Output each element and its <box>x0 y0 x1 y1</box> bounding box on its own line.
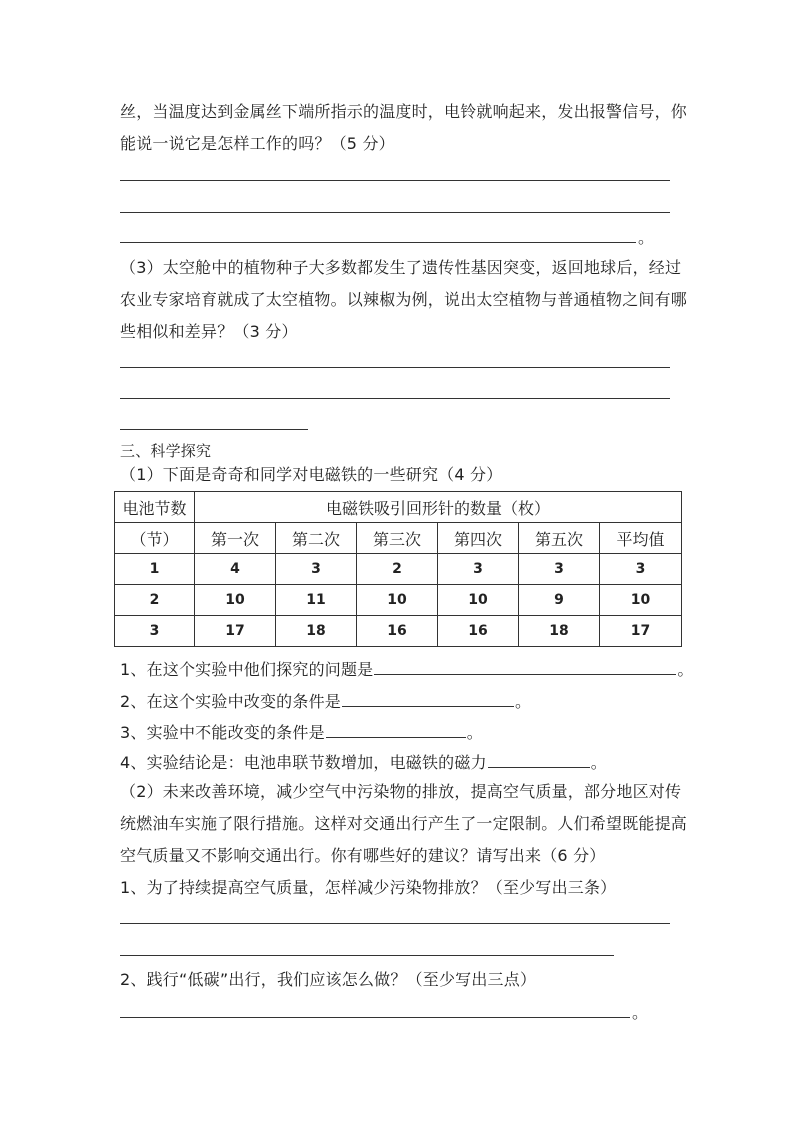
electromagnet-table <box>114 491 682 647</box>
table-header-cell: 第二次 <box>276 523 357 554</box>
question-text: 能说一说它是怎样工作的吗？（5 分） <box>120 134 395 153</box>
table-header-cell: （节） <box>115 523 195 554</box>
table-cell: 3 <box>115 616 195 647</box>
fill-in-label: 2、在这个实验中改变的条件是 <box>120 692 341 711</box>
table-cell: 1 <box>115 554 195 585</box>
fill-in-question <box>120 721 483 743</box>
question-text: （2）未来改善环境，减少空气中污染物的排放，提高空气质量，部分地区对传 <box>120 782 682 801</box>
table-cell: 2 <box>357 554 438 585</box>
end-period: 。 <box>632 1003 649 1022</box>
fill-in-blank[interactable] <box>342 690 514 707</box>
question-text: 些相似和差异？（3 分） <box>120 322 298 341</box>
table-cell: 16 <box>357 616 438 647</box>
table-header-cell: 第一次 <box>195 523 276 554</box>
table-cell: 2 <box>115 585 195 616</box>
section-heading: 三、科学探究 <box>120 442 212 460</box>
table-cell: 3 <box>438 554 519 585</box>
answer-line[interactable] <box>120 955 614 956</box>
question-text: 丝，当温度达到金属丝下端所指示的温度时，电铃就响起来，发出报警信号，你 <box>120 102 688 121</box>
question-text: 2、践行“低碳”出行，我们应该怎么做？（至少写出三点） <box>120 970 537 989</box>
table-header-cell: 第五次 <box>519 523 600 554</box>
table-cell: 18 <box>519 616 600 647</box>
table-row <box>115 616 682 647</box>
table-group-header: 电磁铁吸引回形针的数量（枚） <box>195 492 682 523</box>
fill-in-question <box>120 690 531 712</box>
table-cell: 9 <box>519 585 600 616</box>
answer-line[interactable] <box>120 367 670 368</box>
answer-line[interactable] <box>120 923 670 924</box>
fill-in-blank[interactable] <box>374 658 676 675</box>
fill-in-blank[interactable] <box>326 721 466 738</box>
question-text: 空气质量又不影响交通出行。你有哪些好的建议？请写出来（6 分） <box>120 846 606 865</box>
question-text: （1）下面是奇奇和同学对电磁铁的一些研究（4 分） <box>120 465 503 484</box>
table-cell: 10 <box>438 585 519 616</box>
table-header-cell: 第三次 <box>357 523 438 554</box>
answer-line[interactable] <box>120 429 308 430</box>
fill-in-blank[interactable] <box>488 751 590 768</box>
table-cell: 10 <box>600 585 682 616</box>
table-header-row <box>115 523 682 554</box>
question-text: 统燃油车实施了限行措施。这样对交通出行产生了一定限制。人们希望既能提高 <box>120 814 688 833</box>
table-cell: 11 <box>276 585 357 616</box>
table-cell: 18 <box>276 616 357 647</box>
fill-in-label: 4、实验结论是：电池串联节数增加，电磁铁的磁力 <box>120 753 487 772</box>
fill-in-question <box>120 658 694 680</box>
question-text: 1、为了持续提高空气质量，怎样减少污染物排放？（至少写出三条） <box>120 878 617 897</box>
answer-line[interactable] <box>120 212 670 213</box>
question-text: 农业专家培育就成了太空植物。以辣椒为例，说出太空植物与普通植物之间有哪 <box>120 290 688 309</box>
end-period: 。 <box>514 692 532 711</box>
table-cell: 3 <box>519 554 600 585</box>
answer-line[interactable] <box>120 398 670 399</box>
table-cell: 3 <box>276 554 357 585</box>
table-header-cell: 第四次 <box>438 523 519 554</box>
table-cell: 10 <box>357 585 438 616</box>
answer-line[interactable] <box>120 1017 630 1018</box>
end-period: 。 <box>466 723 483 742</box>
end-period: 。 <box>677 660 694 679</box>
table-header-cell: 平均值 <box>600 523 682 554</box>
question-text: （3）太空舱中的植物种子大多数都发生了遗传性基因突变，返回地球后，经过 <box>120 258 682 277</box>
fill-in-label: 1、在这个实验中他们探究的问题是 <box>120 660 374 679</box>
table-cell: 17 <box>600 616 682 647</box>
end-period: 。 <box>590 753 607 772</box>
table-header-row <box>115 492 682 523</box>
table-cell: 4 <box>195 554 276 585</box>
table-row <box>115 554 682 585</box>
fill-in-question <box>120 751 607 773</box>
table-cell: 10 <box>195 585 276 616</box>
end-period: 。 <box>638 228 655 247</box>
table-cell: 17 <box>195 616 276 647</box>
table-cell: 16 <box>438 616 519 647</box>
table-cell: 3 <box>600 554 682 585</box>
answer-line[interactable] <box>120 180 670 181</box>
answer-line[interactable] <box>120 242 636 243</box>
table-row <box>115 585 682 616</box>
table-header-cell: 电池节数 <box>115 492 195 523</box>
fill-in-label: 3、实验中不能改变的条件是 <box>120 723 325 742</box>
